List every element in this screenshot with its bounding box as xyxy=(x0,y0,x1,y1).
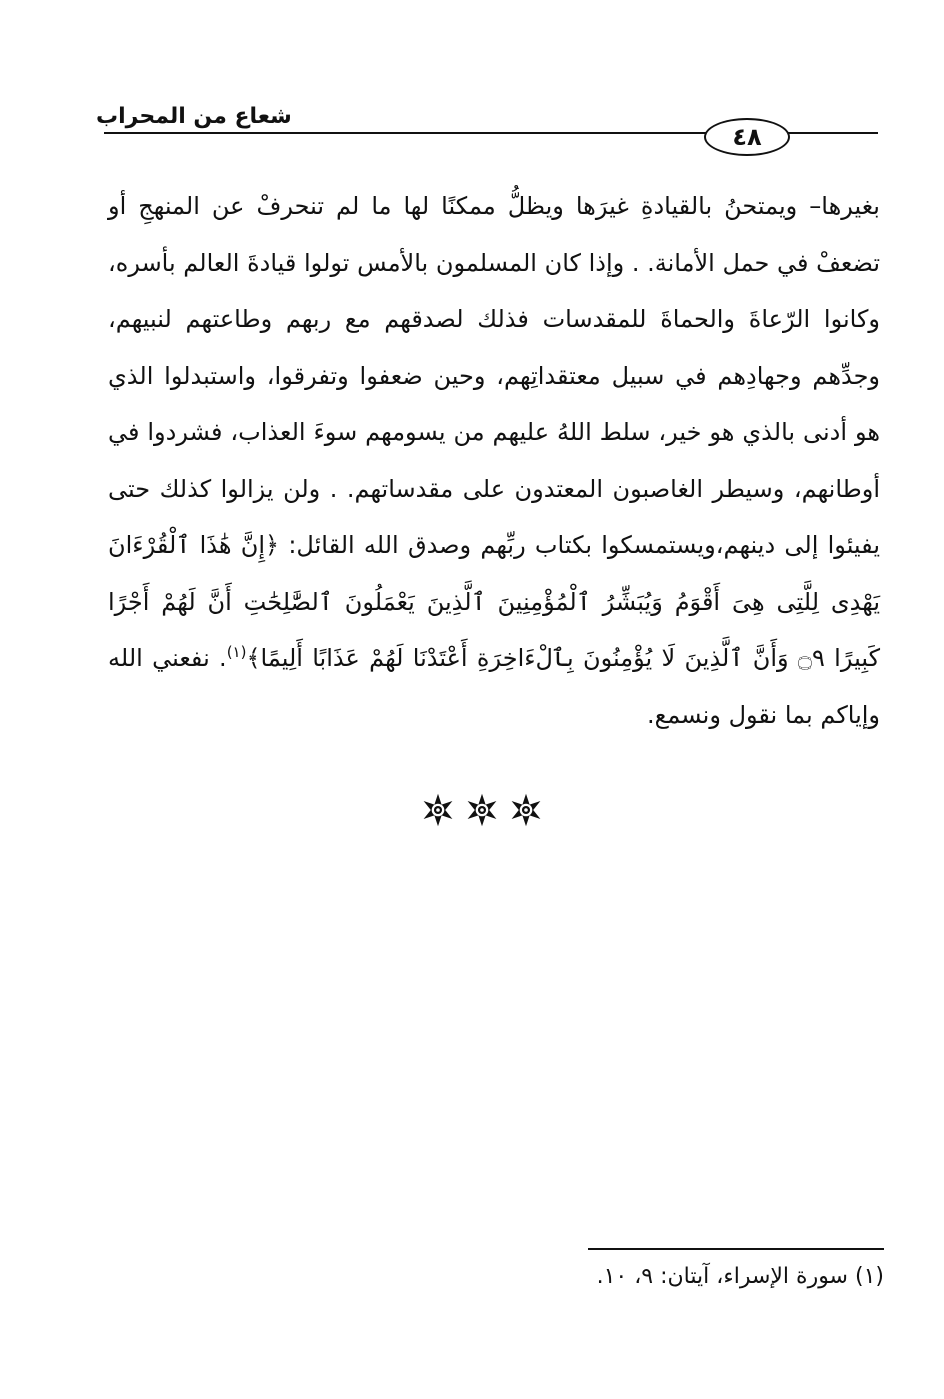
section-separator xyxy=(420,790,544,830)
flower-ornament-icon xyxy=(508,792,544,828)
footnote: (١) سورة الإسراء، آيتان: ٩، ١٠. xyxy=(596,1264,884,1289)
footnote-reference: (١) xyxy=(226,643,247,661)
body-paragraph xyxy=(108,178,880,743)
running-title: شعاع من المحراب xyxy=(96,104,292,129)
page-number: ٤٨ xyxy=(732,123,762,151)
body-text-closing: . نفعني الله وإياكم بما نقول ونسمع. xyxy=(108,644,880,729)
flower-ornament-icon xyxy=(420,792,456,828)
body-text-main: بغيرها– ويمتحنُ بالقيادةِ غيرَها ويظلُّ ممكنًا لها ما لم تنحرفْ عن المنهجِ أو تضعفْ في حمل الأمانة. . وإذا كان المسلمون بالأمس تولوا قيادةَ العالم بأسره، وكانوا الرّعاةَ والحماةَ للمقدسات فذلك لصدقهم مع ربهم وطاعتهم لنبيهم، وجدِّهم وجهادِهم في سبيل معتقداتِهم، وحين ضعفوا وتفرقوا، واستبدلوا الذي هو أدنى بالذي هو خير، سلط اللهُ عليهم من يسومهم سوءَ العذاب، فشردوا في أوطانهم، وسيطر الغاصبون المعتدون على مقدساتهم. . ولن يزالوا كذلك حتى يفيئوا إلى دينهم،ويستمسكوا بكتاب ربِّهم وصدق الله القائل: ﴿إِنَّ هَٰذَا ٱلْقُرْءَانَ يَهْدِى لِلَّتِى هِىَ أَقْوَمُ وَيُبَشِّرُ ٱلْمُؤْمِنِينَ ٱلَّذِينَ يَعْمَلُونَ ٱلصَّٰلِحَٰتِ أَنَّ لَهُمْ أَجْرًا كَبِيرًا ۝٩ وَأَنَّ ٱلَّذِينَ لَا يُؤْمِنُونَ بِٱلْءَاخِرَةِ أَعْتَدْنَا لَهُمْ عَذَابًا أَلِيمًا﴾ xyxy=(108,192,881,672)
body-text xyxy=(108,178,880,743)
page-number-badge xyxy=(704,118,790,156)
footnote-rule xyxy=(588,1248,884,1250)
flower-ornament-icon xyxy=(464,792,500,828)
